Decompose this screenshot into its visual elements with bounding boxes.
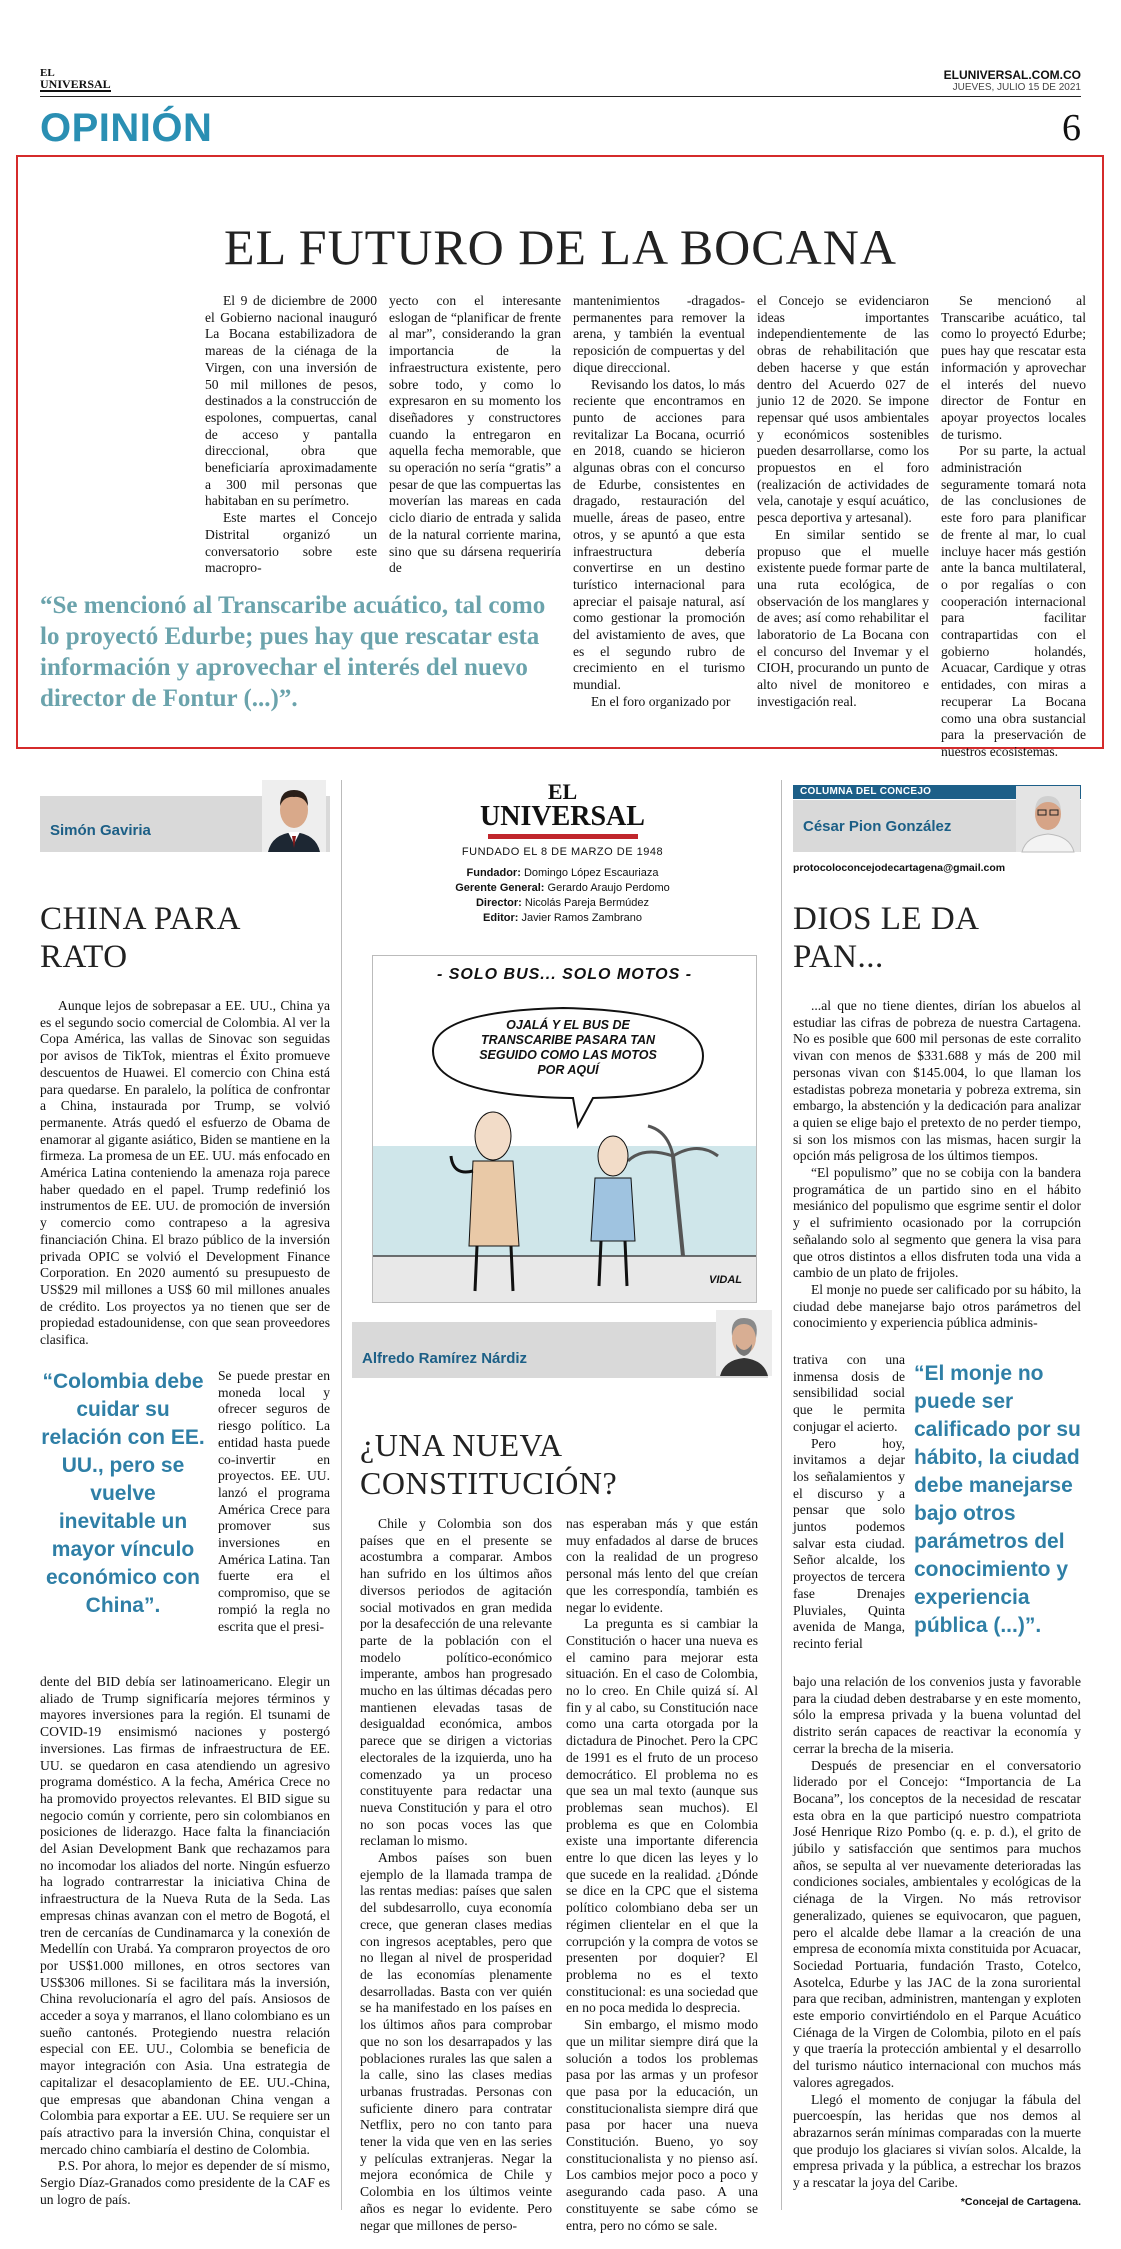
author-name: Simón Gaviria xyxy=(50,822,151,839)
article-left-mid: Se puede prestar en moneda local y ofrecer seguros de riesgo político. La entidad hasta puede co-invertir en proyectos. EE. UU. lanzó el programa América Crece para promover sus inversiones en América Latina. Tan fuerte era el compromiso, que se rompió la regla no escrita que el presi- xyxy=(218,1368,330,1634)
cartoon-signature: VIDAL xyxy=(709,1274,742,1286)
masthead-founded: FUNDADO EL 8 DE MARZO DE 1948 xyxy=(461,846,664,858)
avatar xyxy=(262,780,326,852)
article-right-top: ...al que no tiene dientes, dirían los abuelos al estudiar las cifras de pobreza de nuestra Cartagena. No es posible que 600 mil personas de este corralito vivan con menos de $331.688 y más de 200 mil personas vivan con $145.004, lo que llaman los estadistas pobreza monetaria y pobreza extrema, sin embargo, la abstención y la dedicación para analizar a quien se elige bajo el pretexto de no perder tiempo, si son los mismos con las mismas, hacen surgir la opción más peligrosa de los últimos tiempos. “El populismo” que no se cobija con la bandera programática de un partido sino en el hábito mesiánico del populismo que esgrime sentir el dolor y el sufrimiento ocasionado por la corrupción señalando solo al segmento que genera la visa para que otros distintos a ellos disfruten toda una vida a cambio de un plato de frijoles. El monje no puede ser calificado por su hábito, la ciudad debe manejarse bajo otros parámetros del conocimiento y experiencia pública adminis- xyxy=(793,998,1082,1331)
editorial-col-4: el Concejo se evidenciaron ideas importantes independientemente de las obras de rehabilitación que deben hacerse y que están dentro del Acuerdo 027 de junio 12 de 2020. Se impone repensar qué usos ambientales y económicos sostenibles pueden desarrollarse, como los propuestos en el foro (realización de actividades de vela, canotaje y esquí acuático, pesca deportiva y artesanal). En similar sentido se propuso que el muelle existente puede formar parte de una ruta ecológica, de observación de los manglares y de aves; así como rehabilitar el laboratorio de La Bocana con el concurso del Invemar y el CIOH, procurando un punto de alto nivel de monitoreo e investigación real. xyxy=(757,293,929,709)
article-title-center: ¿UNA NUEVA CONSTITUCIÓN? xyxy=(360,1427,618,1501)
masthead-staff xyxy=(360,866,765,926)
article-center-col-1: Chile y Colombia son dos países que en el presente se acostumbra a comparar. Ambos han sufrido en los últimos años diversos periodos de agitación social motivados en gran medida por la desafección de una relevante parte de la población con el modelo político-económico imperante, ambos han progresado mucho en las últimas décadas pero mantienen elevadas tasas de desigualdad económica, ambos parece que se dirigen a victorias electorales de la izquierda, uno ha comenzado ya un proceso constituyente para redactar una nueva Constitución y para el otro no son pocas voces las que reclaman lo mismo. Ambos países son buen ejemplo de la llamada trampa de las rentas medias: países que salen del subdesarrollo, cuya economía crece, que generan clases medias con ingresos aceptables, pero que no llegan al nivel de prosperidad de las economías plenamente desarrolladas. Basta con ver quién se ha manifestado en los países en los últimos años para comprobar que no son los desarrapados y las poblaciones rurales las que salen a la calle, sino las clases medias urbanas frustradas. Personas con suficiente dinero para contratar Netflix, pero no con tanto para tener la vida que ven en las series y películas extranjeras. Negar la mejora económica de Chile y Colombia en los últimos veinte años es negar lo evidente. Pero negar que millones de perso- xyxy=(360,1516,552,2233)
masthead-row: Fundador: Domingo López Escauriaza xyxy=(466,867,659,879)
cartoon-bubble-text: OJALÁ Y EL BUS DE TRANSCARIBE PASARA TAN SEGUIDO COMO LAS MOTOS POR AQUÍ xyxy=(479,1018,657,1077)
cartoon-drawing xyxy=(373,956,756,1302)
article-center-col-2: nas esperaban más y que están muy enfadados al darse de bruces con la realidad de un progreso personal más lento del que creían que les correspondía, también es negar lo evidente. La pregunta es si cambiar la Constitución o hacer una nueva es el camino para mejorar esta situación. En el caso de Colombia, no lo creo. En Chile quizá sí. Al fin y al cabo, su Constitución nace como una carta otorgada por la dictadura de Pinochet. Pero la CPC de 1991 es el fruto de un proceso democrático. El problema no es que sea un mal texto (aunque sus problemas sean muchos). El problema es que en Colombia existe una importante diferencia entre lo que dicen las leyes y lo que sucede en la realidad. ¿Dónde se dice en la CPC que el sistema político colombiano deba ser un régimen clientelar en el que la corrupción y la compra de votos se presenten por doquier? El problema no es el texto constitucional: es una sociedad que en no poca medida lo desprecia. Sin embargo, el mismo modo que un militar siempre dirá que la solución a todos los problemas pasa por las armas y un profesor que pasa por la educación, un constitucionalista siempre dirá que pasa por hacer una nueva Constitución. Bueno, yo soy constitucionalista y no pienso así. Los cambios mejor poco a poco y asegurando cada paso. A una constituyente se sabe cómo se entra, pero no cómo se sale. xyxy=(566,1516,758,2233)
page-number: 6 xyxy=(1062,107,1081,149)
masthead-row: Gerente General: Gerardo Araujo Perdomo xyxy=(455,882,670,894)
editorial-col-3: mantenimientos -dragados- permanentes para remover la arena, y también la eventual reposición de compuertas y del dique direccional. Revisando los datos, lo más reciente que encontramos en punto de acciones para revitalizar La Bocana, ocurrió en 2018, cuando se hicieron algunas obras con el concurso de Edurbe, consistentes en dragado, restauración del muelle, áreas de paseo, entre otros, y se apuntó a que esta infraestructura debería convertirse en un destino turístico internacional para apreciar el paisaje natural, así como gestionar la promoción del avistamiento de aves, que es el segundo rubro de crecimiento en el turismo mundial. En el foro organizado por xyxy=(573,293,745,709)
editorial-col-1: El 9 de diciembre de 2000 el Gobierno nacional inauguró La Bocana estabilizadora de mareas de la ciénaga de la Virgen, con una inversión de 50 mil millones de pesos, destinados a la construcción de espolones, compuertas, canal de acceso y pantalla direccional, obra que beneficiaría aproximadamente a 300 mil personas que habitaban en su perímetro. Este martes el Concejo Distrital organizó un conversatorio sobre este macropro- xyxy=(205,293,377,576)
avatar xyxy=(1016,786,1080,852)
masthead-logo: UNIVERSAL xyxy=(480,801,645,832)
header-logo: EL UNIVERSAL xyxy=(40,67,111,91)
avatar xyxy=(716,1310,772,1376)
masthead-row: Director: Nicolás Pareja Bermúdez xyxy=(475,897,650,909)
issue-date: JUEVES, JULIO 15 DE 2021 xyxy=(952,82,1081,93)
cartoon-caption: - SOLO BUS... SOLO MOTOS - xyxy=(436,966,693,983)
author-signature: *Concejal de Cartagena. xyxy=(960,2196,1081,2208)
column-divider xyxy=(781,780,782,2210)
column-divider xyxy=(341,780,342,2210)
article-left-bottom: dente del BID debía ser latinoamericano. Elegir un aliado de Trump significaría mejores términos y mayores inversiones para la región. El tsunami de COVID-19 ensimismó naciones y postergó inversiones. Las firmas de infraestructura de EE. UU. se quedaron en casa atendiendo un agresivo programa doméstico. A la fecha, América Crece no ha promovido proyectos relevantes. El BID sigue su negocio común y corriente, pero sin colombianos en posiciones de liderazgo. Hace falta la financiación del Asian Development Bank que rechazamos para no incomodar los aliados del norte. Ningún esfuerzo ha logrado contrarrestar la iniciativa China de infraestructura de la Nueva Ruta de la Seda. Las empresas chinas avanzan con el metro de Bogotá, el tren de cercanías de Cundinamarca y la conexión de Medellín con Urabá. Ya compraron proyectos de oro por US$1.000 millones, en otros sectores van US$306 millones. Si se facilitara más la inversión, China revolucionaría el agro del país. Ansiosos de acceder a soya y marranos, el llano colombiano es un sueño cantonés. Protegiendo nuestra relación especial con EE. UU., Colombia se beneficia de mayor integración con Asia. Una estrategia de capitalizar el desacoplamiento de EE. UU.-China, que empresas que abandonan China vengan a Colombia para exportar a EE. UU. Se requiere ser un país atractivo para la inversión China, conquistar el mercado chino cambiaría el destino de Colombia. P.S. Por ahora, lo mejor es depender de sí mismo, Sergio Díaz-Granados como presidente de la CAF es un logro de país. xyxy=(40,1674,330,2207)
article-right-mid: trativa con una inmensa dosis de sensibilidad social que le permita conjugar el acierto. Pero hoy, invitamos a dejar los señalamientos y el discurso y a pensar que solo juntos podemos salvar esta ciudad. Señor alcalde, los proyectos de tercera fase Drenajes Pluviales, Quinta avenida de Manga, recinto ferial xyxy=(793,1352,905,1651)
article-right-bottom: bajo una relación de los convenios justa y favorable para la ciudad deben destrabarse y en este momento, sólo la empresa privada y la buena voluntad del distrito serán capaces de reactivar la economía y cerrar la brecha de la miseria. Después de presenciar en el conversatorio liderado por el Concejo: “Importancia de La Bocana”, los conceptos de la necesidad de rescatar esta obra en la que participó nuestro compatriota José Henrique Rizo Pombo (q. e. p. d.), el grito de júbilo y satisfacción que sentimos para muchos años, se sepulta al ver nuevamente deterioradas las condiciones sociales, ambientales y ecológicas de la ciénaga de la Virgen. No más retrovisor generalizado, quienes se equivocaron, que paguen, pero el alcalde debe llamar a la creación de una empresa de economía mixta constituida por Acuacar, Sociedad Portuaria, fundación Trasto, Cotelco, Asotelca, Edurbe y las JAC de la zona suroriental para que reciban, administren, mantengan y exploten este emporio convirtiéndolo en el Parque Acuático Ciénaga de la Virgen de Colombia, piloto en el país y que traería la protección ambiental y el desarrollo del turismo náutico internacional con muchos más valores agregados. Llegó el momento de conjugar la fábula del puercoespín, las heridas que nos demos al abrazarnos serán mínimas comparadas con la muerte que produjo los glaciares si vivían solos. Alcalde, la empresa privada y la pública, a estrechar los brazos y a rescatar la joya del Caribe. xyxy=(793,1674,1081,2191)
section-title: OPINIÓN xyxy=(40,106,213,150)
article-title-right: DIOS LE DA PAN... xyxy=(793,901,978,975)
masthead-row: Editor: Javier Ramos Zambrano xyxy=(483,912,642,924)
editorial-col-2: yecto con el interesante eslogan de “planificar de frente al mar”, considerando la gran importancia de la infraestructura existente, pero sobre todo, y como lo expresaron en su momento los diseñadores y constructores cuando la entregaron en aquella fecha memorable, que su operación no sería “gratis” a pesar de que las compuertas las moverían las mareas en cada ciclo diario de entrada y salida de la natural corriente marina, sino que su dársena requeriría de xyxy=(389,293,561,576)
pull-quote-right: “El monje no puede ser calificado por su hábito, la ciudad debe manejarse bajo otros parámetros del conocimiento y experiencia pública (...)”. xyxy=(914,1362,1081,1637)
article-left-top: Aunque lejos de sobrepasar a EE. UU., China ya es el segundo socio comercial de Colombia. Al ver la Copa América, las vallas de Sinovac son seguidas por avisos de TikTok, mientras el Éxito promueve descuentos de Huawei. El comercio con China está para quedarse. En paralelo, la política de confrontar a China, instaurada por Trump, se volvió permanente. Atrás quedó el esfuerzo de Obama de enamorar al gigante asiático, Biden se mantiene en la firmeza. La promesa de un EE. UU. más enfocado en América Latina conteniendo la amenaza roja parece haber quedado en el papel. Trump redefinió los instrumentos de EE. UU. de promoción de inversión y comercio como contrapeso a la agresiva financiación China. El brazo público de la inversión privada OPIC se volvió el Development Finance Corporation. En 2020 aumentó su presupuesto de US$29 mil millones a US$ 60 mil millones anuales de crédito. Los proyectos ya no tienen que ser de propiedad estadounidense, con que sean proveedores clasifica. xyxy=(40,998,330,1348)
column-label: COLUMNA DEL CONCEJO xyxy=(800,786,932,797)
author-name: César Pion González xyxy=(803,818,952,835)
site-url[interactable]: ELUNIVERSAL.COM.CO xyxy=(943,68,1081,82)
author-name: Alfredo Ramírez Nárdiz xyxy=(362,1350,528,1367)
masthead xyxy=(360,779,765,926)
author-bar-center xyxy=(352,1322,768,1378)
author-email[interactable]: protocoloconcejodecartagena@gmail.com xyxy=(793,862,1006,874)
editorial-quote: “Se mencionó al Transcaribe acuático, tal como lo proyectó Edurbe; pues hay que rescatar esta información y aprovechar el interés del nuevo director de Fontur (...)”. xyxy=(40,592,546,712)
article-title-left: CHINA PARA RATO xyxy=(40,901,240,975)
masthead-rule xyxy=(488,834,638,839)
editorial-col-5: Se mencionó al Transcaribe acuático, tal como lo proyectó Edurbe; pues hay que rescatar esta información y aprovechar el interés del nuevo director de Fontur en apoyar proyectos locales de turismo. Por su parte, la actual administración seguramente tomará nota de las conclusiones de este foro para planificar de frente al mar, lo cual incluye hacer más gestión ante la banca multilateral, o por regalías o con cooperación internacional para facilitar contrapartidas con el gobierno holandés, Acuacar, Cardique y otras entidades, con miras a recuperar La Bocana como una obra sustancial para la preservación de nuestros ecosistemas. xyxy=(941,293,1086,759)
header-rule xyxy=(40,96,1081,97)
pull-quote-left: “Colombia debe cuidar su relación con EE. UU., pero se vuelve inevitable un mayor vínculo económico con China”. xyxy=(41,1370,205,1617)
cartoon xyxy=(372,955,757,1303)
editorial-title: EL FUTURO DE LA BOCANA xyxy=(224,219,897,275)
masthead-el: EL xyxy=(547,779,578,804)
